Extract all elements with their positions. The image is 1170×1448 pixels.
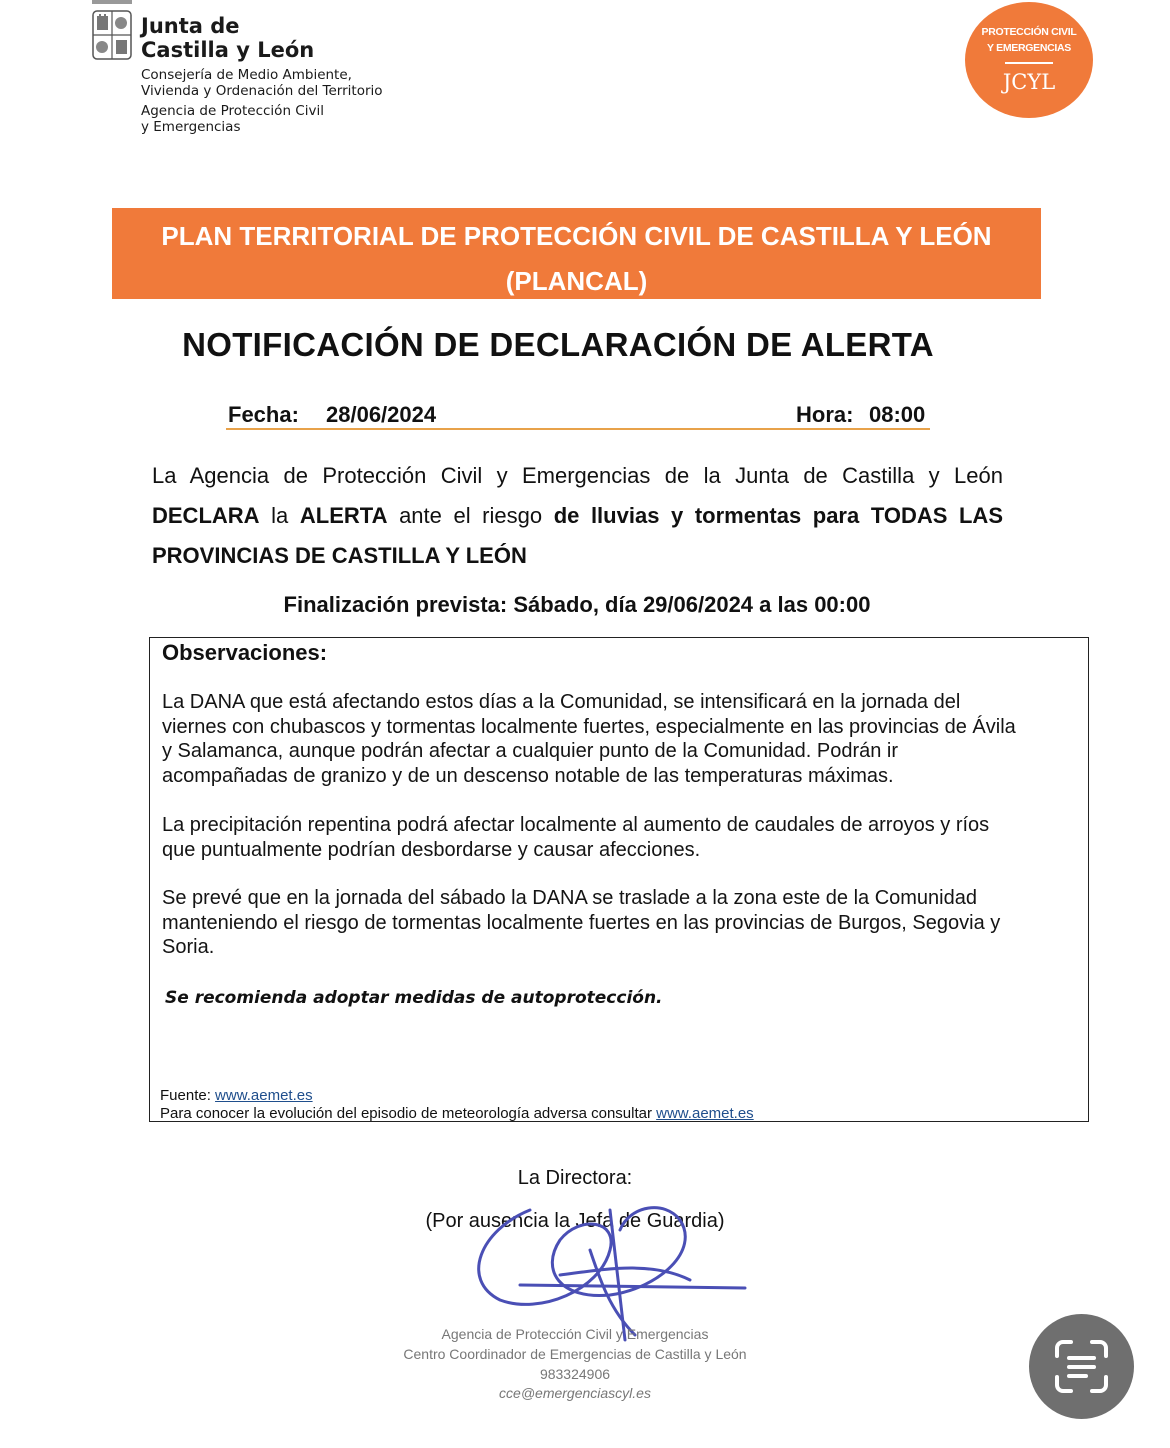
declaration-text [152, 456, 1003, 576]
plan-banner [112, 208, 1041, 299]
finalization-text: Finalización prevista: Sábado, día 29/06/2024 a las 00:00 [283, 592, 871, 617]
observations-title: Observaciones: [162, 640, 328, 665]
badge-text-3: JCYL [1002, 70, 1056, 94]
aemet-consult-link[interactable]: www.aemet.es [656, 1105, 754, 1122]
text-scan-button[interactable] [1029, 1314, 1134, 1419]
date-label: Fecha: [228, 402, 299, 427]
recommendation-text: Se recomienda adoptar medidas de autoprotección. [165, 988, 663, 1008]
consult-line: Para conocer la evolución del episodio de meteorología adversa consultar www.aemet.es [160, 1105, 754, 1122]
source-line: Fuente: www.aemet.es [160, 1087, 313, 1104]
footer-agency: Agencia de Protección Civil y Emergencias [441, 1326, 709, 1342]
observation-paragraph-3: Se prevé que en la jornada del sábado la DANA se traslade a la zona este de la Comunidad manteniendo el riesgo de tormentas localmente fuertes en las provincias de Burgos, Segovia y Soria. [162, 887, 1001, 958]
observation-paragraph-2: La precipitación repentina podrá afectar localmente al aumento de caudales de arroyos y ríos que puntualmente podrían desbordarse y causar afecciones. [162, 814, 990, 861]
department-name: Consejería de Medio Ambiente, Vivienda y Ordenación del Territorio [141, 67, 383, 99]
date-time-row [226, 402, 930, 430]
badge-text-1: PROTECCIÓN CIVIL [981, 26, 1077, 38]
declaration-line-1: La Agencia de Protección Civil y Emergencias de la Junta de Castilla y León [152, 463, 1003, 488]
banner-line-1: PLAN TERRITORIAL DE PROTECCIÓN CIVIL DE CASTILLA Y LEÓN [161, 221, 992, 251]
footer-email: cce@emergenciascyl.es [499, 1385, 651, 1401]
text-scan-icon [1029, 1314, 1134, 1419]
banner-line-2: (PLANCAL) [505, 266, 648, 296]
footer-center: Centro Coordinador de Emergencias de Castilla y León [403, 1346, 747, 1362]
signatory-note: (Por ausencia la Jefa de Guardia) [425, 1210, 725, 1232]
footer-phone: 983324906 [539, 1366, 611, 1382]
time-label: Hora: [796, 402, 854, 427]
badge-divider [1005, 62, 1053, 64]
declaration-line-3: PROVINCIAS DE CASTILLA Y LEÓN [152, 543, 527, 568]
observation-paragraph-1: La DANA que está afectando estos días a la Comunidad, se intensificará en la jornada del viernes con chubascos y tormentas localmente fuertes, especialmente en las provincias de Ávila y Salamanca, aunque podrán afectar a cualquier punto de la Comunidad. Podrán ir acompañadas de granizo y de un descenso notable de las temperaturas máximas. [162, 691, 1016, 787]
page-title: NOTIFICACIÓN DE DECLARACIÓN DE ALERTA [182, 326, 934, 363]
aemet-link[interactable]: www.aemet.es [215, 1087, 313, 1104]
declaration-line-2: DECLARA la ALERTA ante el riesgo de lluvias y tormentas para TODAS LAS [152, 503, 1003, 528]
date-value: 28/06/2024 [326, 402, 437, 427]
agency-name: Agencia de Protección Civil y Emergencias [141, 103, 324, 135]
signatory-role: La Directora: [517, 1167, 633, 1189]
civil-protection-badge [965, 2, 1093, 118]
badge-text-2: Y EMERGENCIAS [986, 42, 1071, 54]
coat-of-arms-icon [92, 10, 132, 60]
time-value: 08:00 [869, 402, 926, 427]
top-edge-mark [92, 0, 132, 4]
org-name: Junta de Castilla y León [141, 14, 315, 62]
